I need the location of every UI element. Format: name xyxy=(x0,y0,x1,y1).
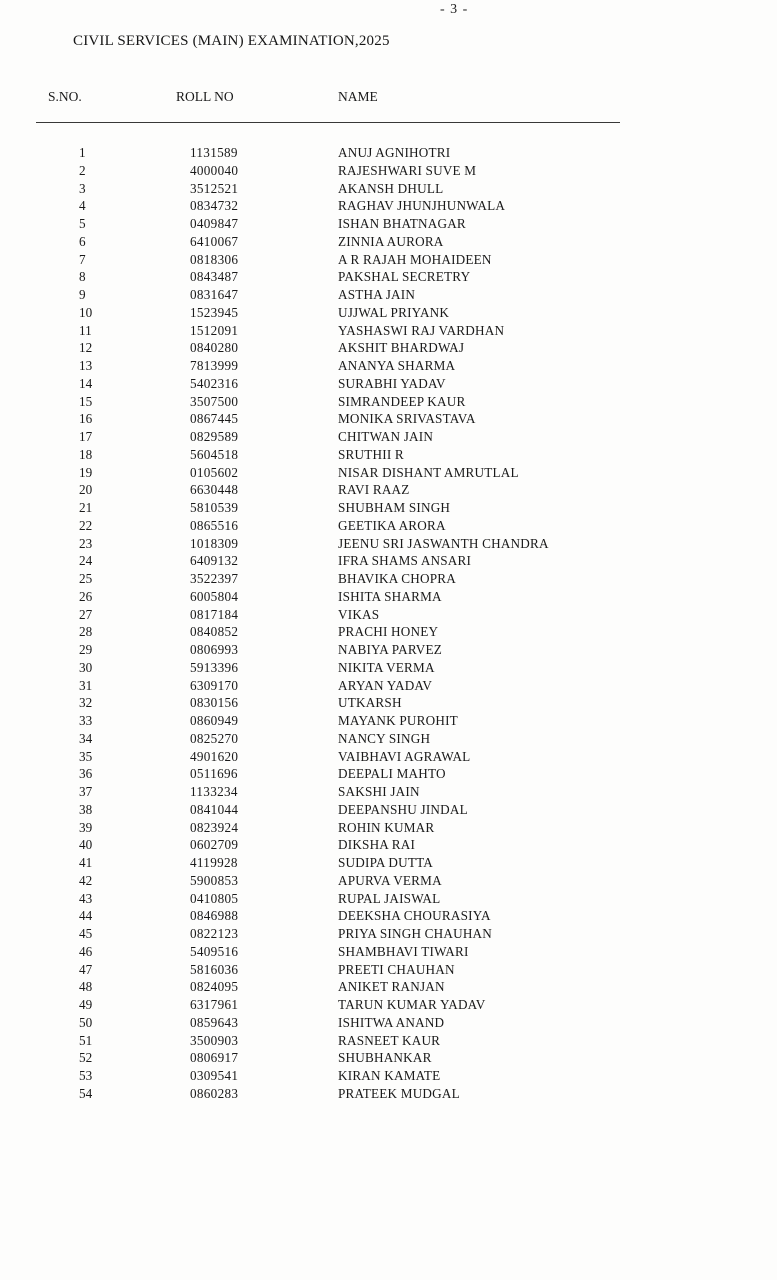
candidate-name: SHUBHAM SINGH xyxy=(338,500,451,515)
serial-number: 47 xyxy=(79,961,93,977)
table-row xyxy=(0,819,777,837)
candidate-name: IFRA SHAMS ANSARI xyxy=(338,553,472,569)
table-row xyxy=(0,890,777,908)
roll-number: 3512521 xyxy=(190,180,239,196)
table-row xyxy=(0,304,777,322)
roll-number: 5810539 xyxy=(190,500,239,515)
roll-number: 0843487 xyxy=(190,269,239,285)
table-row xyxy=(0,535,777,553)
roll-number: 0830156 xyxy=(190,695,239,711)
candidate-name: MONIKA SRIVASTAVA xyxy=(338,411,476,427)
serial-number: 16 xyxy=(79,411,93,427)
roll-number: 0860949 xyxy=(190,713,239,728)
table-row xyxy=(0,907,777,925)
serial-number: 5 xyxy=(79,216,86,231)
table-row xyxy=(0,552,777,570)
roll-number: 0860283 xyxy=(190,1085,239,1101)
serial-number: 20 xyxy=(79,482,93,498)
candidate-name: NISAR DISHANT AMRUTLAL xyxy=(338,464,519,480)
table-row xyxy=(0,943,777,961)
table-row xyxy=(0,748,777,766)
table-row xyxy=(0,197,777,215)
roll-number: 6630448 xyxy=(190,482,239,498)
column-header-sno: S.NO. xyxy=(48,89,82,104)
table-row xyxy=(0,694,777,712)
table-row xyxy=(0,144,777,162)
table-row xyxy=(0,410,777,428)
candidate-name: PRIYA SINGH CHAUHAN xyxy=(338,926,493,941)
roll-number: 7813999 xyxy=(190,358,239,373)
candidate-name: YASHASWI RAJ VARDHAN xyxy=(338,322,505,338)
table-row xyxy=(0,712,777,730)
serial-number: 54 xyxy=(79,1085,93,1101)
candidate-name: RAGHAV JHUNJHUNWALA xyxy=(338,198,506,214)
roll-number: 0846988 xyxy=(190,908,239,924)
serial-number: 23 xyxy=(79,535,93,551)
roll-number: 0409847 xyxy=(190,216,239,231)
table-row xyxy=(0,464,777,482)
roll-number: 0511696 xyxy=(190,766,238,782)
serial-number: 17 xyxy=(79,429,93,444)
roll-number: 6309170 xyxy=(190,677,239,693)
roll-number: 0818306 xyxy=(190,251,239,267)
page-number: - 3 - xyxy=(440,2,469,17)
roll-number: 0817184 xyxy=(190,606,239,622)
roll-number: 0806993 xyxy=(190,642,239,657)
serial-number: 27 xyxy=(79,606,93,622)
candidate-name: ROHIN KUMAR xyxy=(338,819,435,835)
column-header-name: NAME xyxy=(338,89,378,104)
candidate-name: SHAMBHAVI TIWARI xyxy=(338,943,469,959)
roll-number: 0309541 xyxy=(190,1068,239,1083)
candidate-name: UJJWAL PRIYANK xyxy=(338,304,450,320)
serial-number: 33 xyxy=(79,713,93,728)
serial-number: 42 xyxy=(79,872,93,888)
table-row xyxy=(0,375,777,393)
candidate-name: PREETI CHAUHAN xyxy=(338,961,455,977)
table-rows xyxy=(0,144,777,1103)
roll-number: 6409132 xyxy=(190,553,239,569)
candidate-name: SIMRANDEEP KAUR xyxy=(338,393,466,409)
table-row xyxy=(0,162,777,180)
candidate-name: A R RAJAH MOHAIDEEN xyxy=(338,251,492,267)
serial-number: 41 xyxy=(79,855,93,870)
candidate-name: DEEPALI MAHTO xyxy=(338,766,446,782)
serial-number: 31 xyxy=(79,677,93,693)
serial-number: 4 xyxy=(79,198,86,214)
serial-number: 39 xyxy=(79,819,93,835)
table-row xyxy=(0,872,777,890)
table-row xyxy=(0,339,777,357)
table-row xyxy=(0,499,777,517)
serial-number: 11 xyxy=(79,322,92,338)
candidate-name: PRATEEK MUDGAL xyxy=(338,1085,460,1101)
candidate-name: PRACHI HONEY xyxy=(338,624,439,640)
candidate-name: ANIKET RANJAN xyxy=(338,979,445,995)
roll-number: 4119928 xyxy=(190,855,238,870)
serial-number: 21 xyxy=(79,500,93,515)
table-row xyxy=(0,322,777,340)
serial-number: 29 xyxy=(79,642,93,657)
table-row xyxy=(0,623,777,641)
serial-number: 14 xyxy=(79,375,93,391)
table-row xyxy=(0,215,777,233)
candidate-name: ASTHA JAIN xyxy=(338,287,416,302)
serial-number: 6 xyxy=(79,233,86,249)
column-header-roll-no: ROLL NO xyxy=(176,89,234,104)
serial-number: 46 xyxy=(79,943,93,959)
candidate-name: RASNEET KAUR xyxy=(338,1032,441,1048)
serial-number: 32 xyxy=(79,695,93,711)
table-row xyxy=(0,233,777,251)
candidate-name: ISHAN BHATNAGAR xyxy=(338,216,466,231)
serial-number: 35 xyxy=(79,748,93,764)
candidate-name: VIKAS xyxy=(338,606,380,622)
table-header-row xyxy=(0,89,777,105)
table-row xyxy=(0,286,777,304)
table-row xyxy=(0,801,777,819)
candidate-name: ZINNIA AURORA xyxy=(338,233,444,249)
roll-number: 5402316 xyxy=(190,375,239,391)
table-row xyxy=(0,1067,777,1085)
candidate-name: AKANSH DHULL xyxy=(338,180,444,196)
candidate-name: RUPAL JAISWAL xyxy=(338,890,441,906)
table-row xyxy=(0,1085,777,1103)
candidate-name: NANCY SINGH xyxy=(338,730,431,746)
table-row xyxy=(0,517,777,535)
serial-number: 43 xyxy=(79,890,93,906)
roll-number: 6317961 xyxy=(190,997,239,1012)
candidate-name: CHITWAN JAIN xyxy=(338,429,434,444)
table-row xyxy=(0,393,777,411)
candidate-name: ANANYA SHARMA xyxy=(338,358,456,373)
table-row xyxy=(0,641,777,659)
serial-number: 22 xyxy=(79,517,93,533)
serial-number: 51 xyxy=(79,1032,93,1048)
serial-number: 40 xyxy=(79,837,93,853)
serial-number: 25 xyxy=(79,571,93,586)
candidate-name: ANUJ AGNIHOTRI xyxy=(338,145,451,160)
document-title: CIVIL SERVICES (MAIN) EXAMINATION,2025 xyxy=(73,33,390,49)
roll-number: 3522397 xyxy=(190,571,239,586)
candidate-name: AKSHIT BHARDWAJ xyxy=(338,340,465,356)
table-row xyxy=(0,1014,777,1032)
table-row xyxy=(0,677,777,695)
serial-number: 44 xyxy=(79,908,93,924)
candidate-name: NIKITA VERMA xyxy=(338,659,435,675)
roll-number: 0410805 xyxy=(190,890,239,906)
roll-number: 0841044 xyxy=(190,801,239,817)
candidate-name: DEEKSHA CHOURASIYA xyxy=(338,908,491,924)
roll-number: 0825270 xyxy=(190,730,239,746)
roll-number: 0865516 xyxy=(190,517,239,533)
table-row xyxy=(0,925,777,943)
roll-number: 4901620 xyxy=(190,748,239,764)
roll-number: 0105602 xyxy=(190,464,239,480)
table-row xyxy=(0,783,777,801)
table-row xyxy=(0,570,777,588)
candidate-name: MAYANK PUROHIT xyxy=(338,713,458,728)
serial-number: 13 xyxy=(79,358,93,373)
roll-number: 5900853 xyxy=(190,872,239,888)
roll-number: 4000040 xyxy=(190,162,239,178)
serial-number: 50 xyxy=(79,1014,93,1030)
candidate-name: SHUBHANKAR xyxy=(338,1050,432,1066)
serial-number: 24 xyxy=(79,553,93,569)
candidate-name: SUDIPA DUTTA xyxy=(338,855,434,870)
candidate-name: GEETIKA ARORA xyxy=(338,517,446,533)
serial-number: 26 xyxy=(79,588,93,604)
serial-number: 53 xyxy=(79,1068,93,1083)
candidate-name: ARYAN YADAV xyxy=(338,677,433,693)
header-divider-line xyxy=(36,122,620,123)
serial-number: 12 xyxy=(79,340,93,356)
serial-number: 37 xyxy=(79,784,93,799)
table-row xyxy=(0,1049,777,1067)
candidate-name: SAKSHI JAIN xyxy=(338,784,420,799)
roll-number: 5816036 xyxy=(190,961,239,977)
table-row xyxy=(0,357,777,375)
roll-number: 0831647 xyxy=(190,287,239,302)
serial-number: 2 xyxy=(79,162,86,178)
roll-number: 5604518 xyxy=(190,446,239,462)
table-row xyxy=(0,659,777,677)
candidate-name: DIKSHA RAI xyxy=(338,837,416,853)
candidate-name: ISHITA SHARMA xyxy=(338,588,442,604)
table-row xyxy=(0,446,777,464)
roll-number: 0602709 xyxy=(190,837,239,853)
serial-number: 9 xyxy=(79,287,86,302)
candidate-name: VAIBHAVI AGRAWAL xyxy=(338,748,471,764)
serial-number: 7 xyxy=(79,251,86,267)
table-row xyxy=(0,996,777,1014)
roll-number: 6005804 xyxy=(190,588,239,604)
table-row xyxy=(0,854,777,872)
table-row xyxy=(0,978,777,996)
roll-number: 0829589 xyxy=(190,429,239,444)
candidate-name: RAJESHWARI SUVE M xyxy=(338,162,477,178)
candidate-name: RAVI RAAZ xyxy=(338,482,410,498)
serial-number: 8 xyxy=(79,269,86,285)
serial-number: 15 xyxy=(79,393,93,409)
candidate-name: PAKSHAL SECRETRY xyxy=(338,269,471,285)
roll-number: 0823924 xyxy=(190,819,239,835)
serial-number: 10 xyxy=(79,304,93,320)
candidate-name: TARUN KUMAR YADAV xyxy=(338,997,486,1012)
serial-number: 49 xyxy=(79,997,93,1012)
candidate-name: KIRAN KAMATE xyxy=(338,1068,441,1083)
table-row xyxy=(0,268,777,286)
roll-number: 0822123 xyxy=(190,926,239,941)
serial-number: 18 xyxy=(79,446,93,462)
candidate-name: ISHITWA ANAND xyxy=(338,1014,445,1030)
serial-number: 45 xyxy=(79,926,93,941)
roll-number: 1131589 xyxy=(190,145,238,160)
roll-number: 1018309 xyxy=(190,535,239,551)
roll-number: 0806917 xyxy=(190,1050,239,1066)
table-row xyxy=(0,180,777,198)
table-row xyxy=(0,606,777,624)
table-row xyxy=(0,251,777,269)
table-row xyxy=(0,765,777,783)
table-row xyxy=(0,730,777,748)
roll-number: 5409516 xyxy=(190,943,239,959)
candidate-name: UTKARSH xyxy=(338,695,402,711)
serial-number: 30 xyxy=(79,659,93,675)
roll-number: 3507500 xyxy=(190,393,239,409)
roll-number: 1523945 xyxy=(190,304,239,320)
candidate-name: APURVA VERMA xyxy=(338,872,442,888)
serial-number: 36 xyxy=(79,766,93,782)
roll-number: 0840852 xyxy=(190,624,239,640)
candidate-name: SURABHI YADAV xyxy=(338,375,446,391)
table-row xyxy=(0,588,777,606)
serial-number: 48 xyxy=(79,979,93,995)
table-row xyxy=(0,481,777,499)
candidate-name: NABIYA PARVEZ xyxy=(338,642,443,657)
candidate-name: JEENU SRI JASWANTH CHANDRA xyxy=(338,535,549,551)
roll-number: 6410067 xyxy=(190,233,239,249)
serial-number: 34 xyxy=(79,730,93,746)
serial-number: 52 xyxy=(79,1050,93,1066)
candidate-name: SRUTHII R xyxy=(338,446,404,462)
roll-number: 0824095 xyxy=(190,979,239,995)
roll-number: 1512091 xyxy=(190,322,239,338)
roll-number: 5913396 xyxy=(190,659,239,675)
roll-number: 3500903 xyxy=(190,1032,239,1048)
serial-number: 3 xyxy=(79,180,86,196)
table-row xyxy=(0,428,777,446)
candidate-name: BHAVIKA CHOPRA xyxy=(338,571,456,586)
roll-number: 1133234 xyxy=(190,784,238,799)
table-row xyxy=(0,961,777,979)
table-row xyxy=(0,1032,777,1050)
roll-number: 0834732 xyxy=(190,198,239,214)
candidate-name: DEEPANSHU JINDAL xyxy=(338,801,468,817)
roll-number: 0859643 xyxy=(190,1014,239,1030)
roll-number: 0840280 xyxy=(190,340,239,356)
serial-number: 1 xyxy=(79,145,86,160)
serial-number: 19 xyxy=(79,464,93,480)
roll-number: 0867445 xyxy=(190,411,239,427)
table-row xyxy=(0,836,777,854)
serial-number: 38 xyxy=(79,801,93,817)
serial-number: 28 xyxy=(79,624,93,640)
